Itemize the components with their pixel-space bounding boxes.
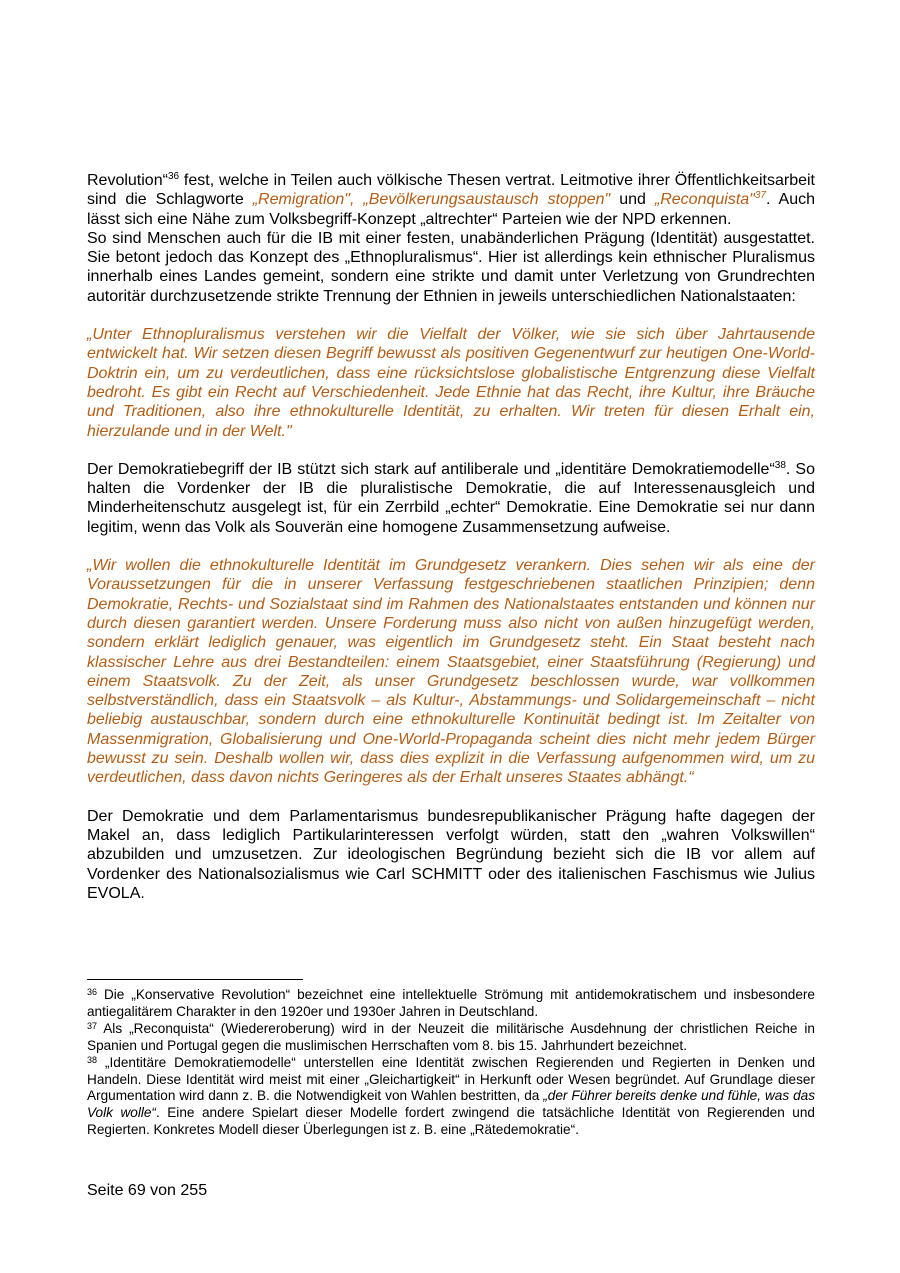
quote-1: „Unter Ethnopluralismus verstehen wir die Vielfalt der Völker, wie sie sich über Jahrtausende entwickelt hat. Wir setzen diesen Begriff bewusst als positiven Gegenentwurf zur heutigen One-World-Doktrin ein, um zu verdeutlichen, dass eine rücksichtslose globalistische Entgrenzung diese Vielfalt bedroht. Es gibt ein Recht auf Verschiedenheit. Jede Ethnie hat das Recht, ihre Kultur, ihre Bräuche und Traditionen, also ihre ethnokulturelle Identität, zu erhalten. Wir treten für diesen Erhalt ein, hierzulande und in der Welt." <box>87 326 815 440</box>
footnote-37 <box>87 1021 815 1055</box>
paragraph-1 <box>87 171 815 229</box>
paragraph-3 <box>87 460 815 537</box>
footnote-number: 37 <box>87 1020 98 1031</box>
footnote-ref-37[interactable]: 37 <box>754 190 766 202</box>
footnote-text: . Eine andere Spielart dieser Modelle fordert zwingend die tatsächliche Identität von Regierenden und Regierten. Konkretes Modell dieser Überlegungen ist z. B. eine „Rätedemokratie“. <box>87 1105 815 1138</box>
page-number: Seite 69 von 255 <box>87 1182 208 1199</box>
text-run: Der Demokratiebegriff der IB stützt sich stark auf antiliberale und „identitäre Demokratiemodelle“ <box>87 460 775 478</box>
footnote-number: 36 <box>87 987 98 997</box>
footnotes <box>87 987 815 1139</box>
text-run: und <box>610 191 655 209</box>
slogan-highlight: „Remigration", „Bevölkerungsaustausch stoppen" <box>252 191 611 209</box>
text-run: . Auch lässt sich eine Nähe zum Volksbegriff-Konzept „altrechter“ Parteien wie der NPD erkennen. <box>87 191 815 228</box>
text-run: fest, welche in Teilen auch völkische Thesen vertrat. Leitmotive ihrer Öffentlichkeitsarbeit sind die Schlagworte <box>87 172 815 209</box>
text-run: Revolution“ <box>87 172 168 189</box>
paragraph-2: So sind Menschen auch für die IB mit einer festen, unabänderlichen Prägung (Identität) ausgestattet. Sie betont jedoch das Konzept des „Ethnopluralismus“. Hier ist allerdings kein ethnischer Pluralismus innerhalb eines Landes gemeint, sondern eine strikte und damit unter Verletzung von Grundrechten autoritär durchzusetzende strikte Trennung der Ethnien in jeweils unterschiedlichen Nationalstaaten: <box>87 229 815 305</box>
footnote-ref-38[interactable]: 38 <box>774 459 786 471</box>
footnote-text: „Identitäre Demokratiemodelle“ unterstellen eine Identität zwischen Regierenden und Regierten in Denken und Handeln. Diese Identität wird meist mit einer „Gleichartigkeit“ in Herkunft oder Wesen begründet. Auf Grundlage dieser Argumentation wird dann z. B. die Notwendigkeit von Wahlen bestritten, da <box>87 1054 815 1104</box>
quote-2: „Wir wollen die ethnokulturelle Identität im Grundgesetz verankern. Dies sehen wir als eine der Voraussetzungen für die in unserer Verfassung festgeschriebenen staatlichen Prinzipien; denn Demokratie, Rechts- und Sozialstaat sind im Rahmen des Nationalstaates entstanden und können nur durch diesen garantiert werden. Unsere Forderung muss also nicht von außen hinzugefügt werden, sondern erklärt lediglich genauer, was eigentlich im Grundgesetz steht. Ein Staat besteht nach klassischer Lehre aus drei Bestandteilen: einem Staatsgebiet, einer Staatsführung (Regierung) und einem Staatsvolk. Zu der Zeit, als unser Grundgesetz beschlossen wurde, war vollkommen selbstverständlich, dass ein Staatsvolk – als Kultur-, Abstammungs- und Solidargemeinschaft – nicht beliebig austauschbar, sondern durch eine ethnokulturelle Kontinuität bedingt ist. Im Zeitalter von Massenmigration, Globalisierung und One-World-Propaganda scheint dies nicht mehr jedem Bürger bewusst zu sein. Deshalb wollen wir, dass dies explizit in die Verfassung aufgenommen wird, um zu verdeutlichen, dass davon nichts Geringeres als der Erhalt unseres Staates abhängt.“ <box>87 557 815 787</box>
footnote-ref-36[interactable]: 36 <box>167 171 180 182</box>
footnote-number: 38 <box>87 1054 98 1065</box>
footnote-quote: „der Führer bereits denke und fühle, was das Volk wolle“ <box>87 1088 815 1121</box>
footnote-text: Als „Reconquista“ (Wiedereroberung) wird in der Neuzeit die militärische Ausdehnung der christlichen Reiche in Spanien und Portugal gegen die muslimischen Herrschaften vom 8. bis 15. Jahrhundert bezeichnet. <box>87 1020 815 1053</box>
page-body <box>87 171 815 903</box>
footnote-text: Die „Konservative Revolution“ bezeichnet eine intellektuelle Strömung mit antidemokratischem und insbesondere antiegalitärem Charakter in den 1920er und 1930er Jahren in Deutschland. <box>87 987 815 1019</box>
slogan-highlight: „Reconquista" <box>654 191 755 209</box>
footnote-38 <box>87 1055 815 1140</box>
footnote-36 <box>87 987 815 1021</box>
paragraph-4: Der Demokratie und dem Parlamentarismus bundesrepublikanischer Prägung hafte dagegen der Makel an, dass lediglich Partikularinteressen verfolgt würden, statt den „wahren Volkswillen“ abzubilden und umzusetzen. Zur ideologischen Begründung bezieht sich die IB vor allem auf Vordenker des Nationalsozialismus wie Carl SCHMITT oder des italienischen Faschismus wie Julius EVOLA. <box>87 807 815 902</box>
footnote-separator <box>87 979 303 980</box>
text-run: . So halten die Vordenker der IB die pluralistische Demokratie, die auf Interessenausgleich und Minderheitenschutz ausgelegt ist, für ein Zerrbild „echter“ Demokratie. Eine Demokratie sei nur dann legitim, wenn das Volk als Souverän eine homogene Zusammensetzung aufweise. <box>87 460 815 536</box>
